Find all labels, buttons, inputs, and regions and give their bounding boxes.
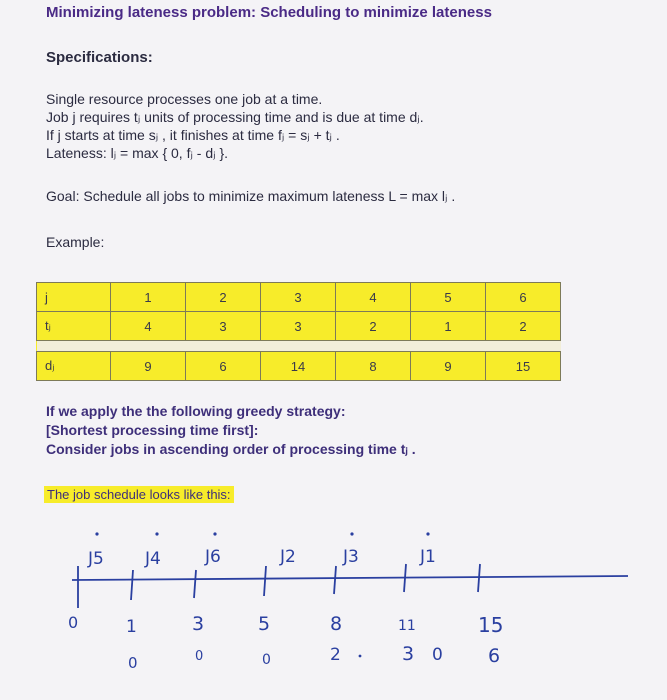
tick-number: 3 xyxy=(192,613,205,635)
table-cell: 2 xyxy=(186,283,261,312)
spacer-cell xyxy=(186,341,261,352)
ink-dot xyxy=(213,532,216,535)
goal-text: Goal: Schedule all jobs to minimize maximum lateness L = max lⱼ . xyxy=(46,188,456,204)
job-label: J5 xyxy=(88,549,104,569)
lateness-value: 0 xyxy=(128,654,138,672)
tick-number: 5 xyxy=(258,613,271,635)
page-title: Minimizing lateness problem: Scheduling to minimize lateness xyxy=(46,4,492,21)
spacer-cell xyxy=(111,341,186,352)
tick-mark xyxy=(334,566,336,594)
job-label: J2 xyxy=(280,547,296,567)
ink-dot xyxy=(95,532,98,535)
tick-mark xyxy=(264,566,266,596)
table-cell: 4 xyxy=(336,283,411,312)
job-label: J3 xyxy=(343,547,359,567)
row-label: j xyxy=(37,283,111,312)
greedy-line: If we apply the the following greedy strategy: xyxy=(46,403,346,419)
lateness-value: 3 xyxy=(402,643,415,665)
job-label: J4 xyxy=(145,549,161,569)
table-cell: 14 xyxy=(261,352,336,381)
tick-number: 0 xyxy=(68,613,79,632)
schedule-label: The job schedule looks like this: xyxy=(44,486,234,503)
table-cell: 4 xyxy=(111,312,186,341)
table-cell: 1 xyxy=(411,312,486,341)
table-spacer-row xyxy=(37,341,561,352)
lateness-value: 0 xyxy=(432,645,443,665)
table-cell: 1 xyxy=(111,283,186,312)
jobs-table xyxy=(36,282,561,381)
spacer-cell xyxy=(37,341,111,352)
ink-dot xyxy=(350,532,353,535)
tick-number: 15 xyxy=(478,613,504,637)
handwritten-timeline xyxy=(0,520,667,700)
greedy-line: Consider jobs in ascending order of processing time tⱼ . xyxy=(46,441,416,457)
table-cell: 15 xyxy=(486,352,561,381)
job-label: J1 xyxy=(420,547,436,567)
ink-dot xyxy=(155,532,158,535)
table-cell: 5 xyxy=(411,283,486,312)
row-label: tⱼ xyxy=(37,312,111,341)
lateness-value: 0 xyxy=(195,649,204,664)
table-cell: 2 xyxy=(486,312,561,341)
row-label: dⱼ xyxy=(37,352,111,381)
table-cell: 6 xyxy=(486,283,561,312)
table-row xyxy=(37,312,561,341)
tick-mark xyxy=(131,570,133,600)
tick-mark xyxy=(194,570,196,598)
spec-line: Single resource processes one job at a time. xyxy=(46,91,323,107)
spec-line: If j starts at time sⱼ , it finishes at time fⱼ = sⱼ + tⱼ . xyxy=(46,127,340,143)
spec-line: Lateness: lⱼ = max { 0, fⱼ - dⱼ }. xyxy=(46,145,229,161)
table-row xyxy=(37,352,561,381)
tick-number: 8 xyxy=(330,613,343,635)
lateness-value: 2 xyxy=(330,645,341,665)
tick-mark xyxy=(404,564,406,592)
timeline-line xyxy=(72,576,628,580)
table-cell: 3 xyxy=(186,312,261,341)
spacer-cell xyxy=(261,341,336,352)
tick-number: 1 xyxy=(126,617,137,637)
table-cell: 3 xyxy=(261,312,336,341)
lateness-value: 6 xyxy=(488,645,501,667)
greedy-strategy-text xyxy=(46,402,416,459)
job-label: J6 xyxy=(205,547,221,567)
table-cell: 9 xyxy=(111,352,186,381)
spacer-cell xyxy=(411,341,486,352)
ink-dot xyxy=(426,532,429,535)
spacer-cell xyxy=(336,341,411,352)
tick-number: 11 xyxy=(398,618,416,634)
ink-dot xyxy=(359,655,362,658)
lateness-value: 0 xyxy=(262,652,271,668)
example-heading: Example: xyxy=(46,234,105,250)
greedy-line: [Shortest processing time first]: xyxy=(46,422,259,438)
specifications-list xyxy=(46,90,424,162)
table-cell: 6 xyxy=(186,352,261,381)
table-cell: 9 xyxy=(411,352,486,381)
table-cell: 2 xyxy=(336,312,411,341)
specifications-heading: Specifications: xyxy=(46,49,153,66)
spacer-cell xyxy=(486,341,561,352)
spec-line: Job j requires tⱼ units of processing time and is due at time dⱼ. xyxy=(46,109,424,125)
table-row xyxy=(37,283,561,312)
table-cell: 3 xyxy=(261,283,336,312)
tick-mark xyxy=(478,564,480,592)
table-cell: 8 xyxy=(336,352,411,381)
